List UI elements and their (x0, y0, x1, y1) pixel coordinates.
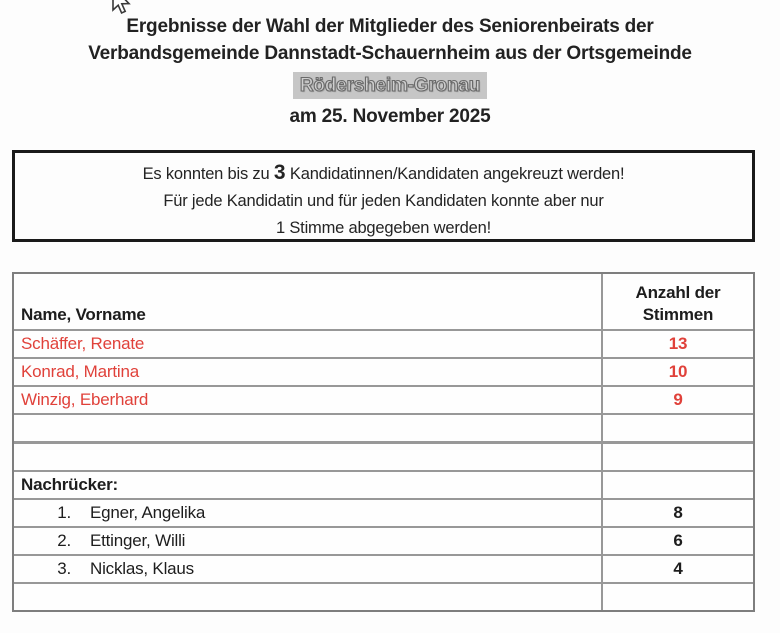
elected-name: Schäffer, Renate (14, 331, 603, 357)
table-row (14, 385, 753, 413)
table-row (14, 526, 753, 554)
header-name-column: Name, Vorname (14, 274, 603, 329)
substitute-votes: 8 (673, 503, 683, 522)
rules-line-1: Es konnten bis zu 3 Kandidatinnen/Kandidaten angekreuzt werden! (142, 161, 625, 184)
substitute-votes: 4 (673, 559, 683, 578)
election-date: am 25. November 2025 (289, 106, 491, 127)
elected-votes: 13 (668, 334, 688, 353)
substitute-votes: 6 (673, 531, 683, 550)
elected-name: Konrad, Martina (14, 359, 603, 385)
elected-votes: 9 (673, 390, 683, 409)
rules-line-3: 1 Stimme abgegeben werden! (276, 219, 491, 237)
table-row (14, 329, 753, 357)
substitute-rank: 3. (57, 559, 71, 578)
header-votes-column: Anzahl der Stimmen (635, 283, 721, 324)
title-line-2: Verbandsgemeinde Dannstadt-Schauernheim aus der Ortsgemeinde (88, 43, 692, 64)
voting-rules-box (12, 150, 755, 242)
results-table (12, 272, 755, 612)
substitute-name: Nicklas, Klaus (90, 559, 194, 578)
substitute-name: Ettinger, Willi (90, 531, 186, 550)
rules-line-2: Für jede Kandidatin und für jeden Kandidaten konnte aber nur (163, 192, 604, 210)
substitute-rank: 2. (57, 531, 71, 550)
document-title (0, 13, 780, 130)
max-candidates-number: 3 (273, 161, 286, 184)
empty-row (14, 582, 753, 610)
empty-row (14, 413, 753, 441)
table-header-row (14, 274, 753, 329)
elected-name: Winzig, Eberhard (14, 387, 603, 413)
substitute-rank: 1. (57, 503, 71, 522)
substitutes-section-label: Nachrücker: (14, 472, 603, 498)
table-row (14, 357, 753, 385)
elected-votes: 10 (668, 362, 688, 381)
table-row (14, 498, 753, 526)
substitutes-section-row (14, 470, 753, 498)
empty-row (14, 441, 753, 470)
substitute-name: Egner, Angelika (90, 503, 206, 522)
municipality-field[interactable]: Rödersheim-Gronau (293, 72, 487, 99)
table-row (14, 554, 753, 582)
title-line-1: Ergebnisse der Wahl der Mitglieder des Seniorenbeirats der (126, 16, 654, 37)
